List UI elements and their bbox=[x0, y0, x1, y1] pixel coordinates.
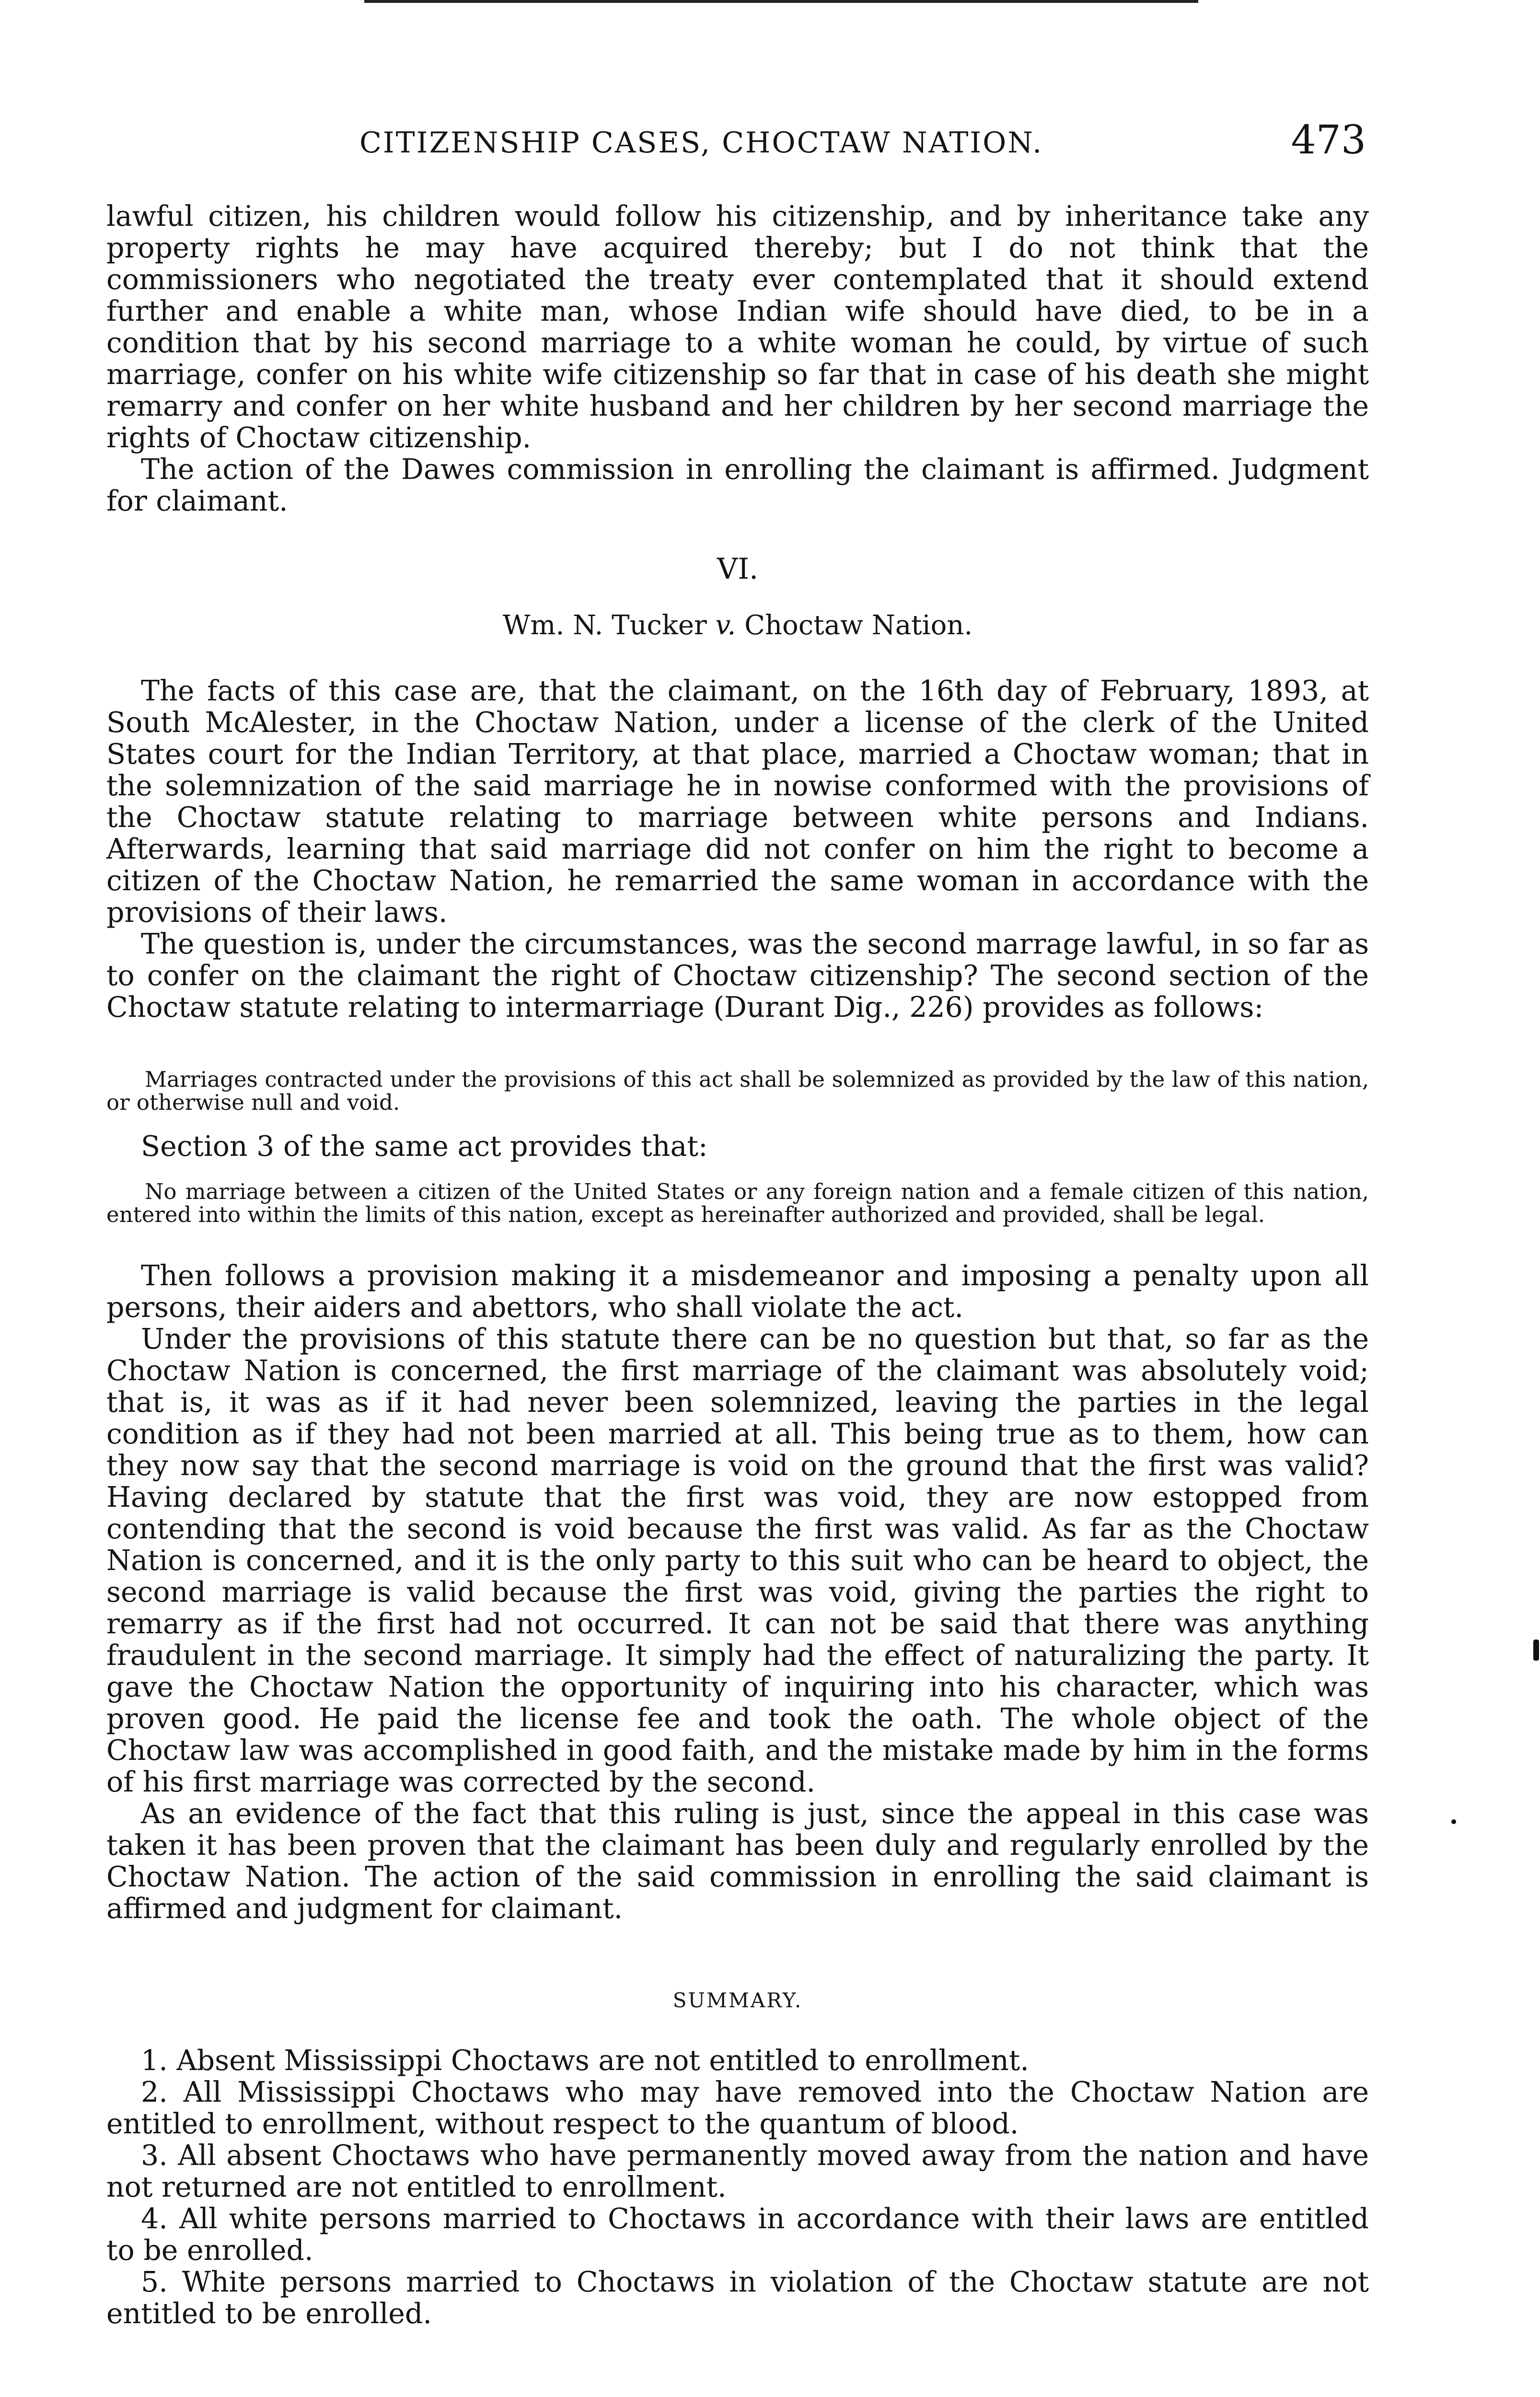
statute-quote-1: Marriages contracted under the provisions of this act shall be solemnized as provided by the law of this nation, or otherwise null and void. bbox=[106, 1067, 1369, 1115]
opening-paragraph: lawful citizen, his children would follow his citizenship, and by inheritance take any property rights he may have acquired thereby; but I do not think that the commissioners who negotiated the treaty ever contemplated that it should extend further and enable a white man, whose Indian wife should have died, to be in a condition that by his second marriage to a white woman he could, by virtue of such marriage, confer on his white wife citizenship so far that in case of his death she might remarry and confer on her white husband and her children by her second marriage the rights of Choctaw citizenship. bbox=[106, 200, 1369, 454]
body-block-2 bbox=[106, 1260, 1369, 1924]
case-defendant: Choctaw Nation. bbox=[736, 610, 973, 641]
scan-dot bbox=[1451, 1819, 1456, 1824]
case-title-block bbox=[106, 610, 1369, 641]
case-title bbox=[106, 610, 1369, 641]
summary-list bbox=[106, 2045, 1369, 2329]
opening-judgment: The action of the Dawes commission in enrolling the claimant is affirmed. Judgment for claimant. bbox=[106, 453, 1369, 517]
analysis-paragraph: Under the provisions of this statute there can be no question but that, so far as the Choctaw Nation is concerned, the first marriage of the claimant was absolutely void; that is, it was as if it had never been solemnized, leaving the parties in the legal condition as if they had not been married at all. This being true as to them, how can they now say that the second marriage is void on the ground that the first was valid? Having declared by statute that the first was void, they are now estopped from contending that the second is void because the first was valid. As far as the Choctaw Nation is concerned, and it is the only party to this suit who can be heard to object, the second marriage is valid because the first was void, giving the parties the right to remarry as if the first had not occurred. It can not be said that there was anything fraudulent in the second marriage. It simply had the effect of naturalizing the party. It gave the Choctaw Nation the opportunity of inquiring into his character, which was proven good. He paid the license fee and took the oath. The whole object of the Choctaw law was accomplished in good faith, and the mistake made by him in the forms of his first marriage was corrected by the second. bbox=[106, 1323, 1369, 1798]
top-edge-rule bbox=[364, 0, 1198, 3]
running-title: CITIZENSHIP CASES, CHOCTAW NATION. bbox=[359, 126, 1043, 160]
conclusion-paragraph: As an evidence of the fact that this ruling is just, since the appeal in this case was taken it has been proven that the claimant has been duly and regularly enrolled by the Choctaw Nation. The action of the said commission in enrolling the said claimant is affirmed and judgment for claimant. bbox=[106, 1797, 1369, 1925]
misdemeanor-paragraph: Then follows a provision making it a misdemeanor and imposing a penalty upon all persons, their aiders and abettors, who shall violate the act. bbox=[106, 1259, 1369, 1324]
opening-block bbox=[106, 200, 1369, 517]
section-number: VI. bbox=[717, 552, 759, 586]
case-versus: v. bbox=[715, 610, 736, 641]
body-block-1 bbox=[106, 675, 1369, 1023]
page-number: 473 bbox=[1291, 117, 1366, 163]
summary-item-2: 2. All Mississippi Choctaws who may have removed into the Choctaw Nation are entitled to enrollment, without respect to the quantum of blood. bbox=[106, 2076, 1369, 2140]
section-heading bbox=[106, 552, 1369, 586]
quote-block-1 bbox=[106, 1068, 1369, 1114]
summary-item-3: 3. All absent Choctaws who have permanently moved away from the nation and have not returned are not entitled to enrollment. bbox=[106, 2139, 1369, 2203]
quote-block-2 bbox=[106, 1180, 1369, 1226]
section3-intro-block bbox=[106, 1130, 1369, 1162]
summary-item-4: 4. All white persons married to Choctaws in accordance with their laws are entitled to be enrolled. bbox=[106, 2202, 1369, 2267]
summary-item-5: 5. White persons married to Choctaws in violation of the Choctaw statute are not entitled to be enrolled. bbox=[106, 2266, 1369, 2330]
summary-item-1: 1. Absent Mississippi Choctaws are not entitled to enrollment. bbox=[141, 2044, 1029, 2077]
summary-heading-block bbox=[106, 1989, 1369, 2013]
question-paragraph: The question is, under the circumstances, was the second marrage lawful, in so far as to confer on the claimant the right of Choctaw citizenship? The second section of the Choctaw statute relating to intermarriage (Durant Dig., 226) provides as follows: bbox=[106, 928, 1369, 1024]
statute-quote-2: No marriage between a citizen of the United States or any foreign nation and a female citizen of this nation, entered into within the limits of this nation, except as hereinafter authorized and provided, shall be legal. bbox=[106, 1179, 1369, 1227]
facts-paragraph: The facts of this case are, that the claimant, on the 16th day of February, 1893, at South McAlester, in the Choctaw Nation, under a license of the clerk of the United States court for the Indian Territory, at that place, married a Choctaw woman; that in the solemnization of the said marriage he in nowise conformed with the provisions of the Choctaw statute relating to marriage between white persons and Indians. Afterwards, learning that said marriage did not confer on him the right to become a citizen of the Choctaw Nation, he remarried the same woman in accordance with the provisions of their laws. bbox=[106, 675, 1369, 929]
section3-intro: Section 3 of the same act provides that: bbox=[141, 1130, 708, 1163]
scan-mark bbox=[1533, 1640, 1539, 1661]
summary-title: SUMMARY. bbox=[672, 1989, 803, 2012]
case-plaintiff: Wm. N. Tucker bbox=[502, 610, 716, 641]
page-header bbox=[105, 117, 1366, 165]
